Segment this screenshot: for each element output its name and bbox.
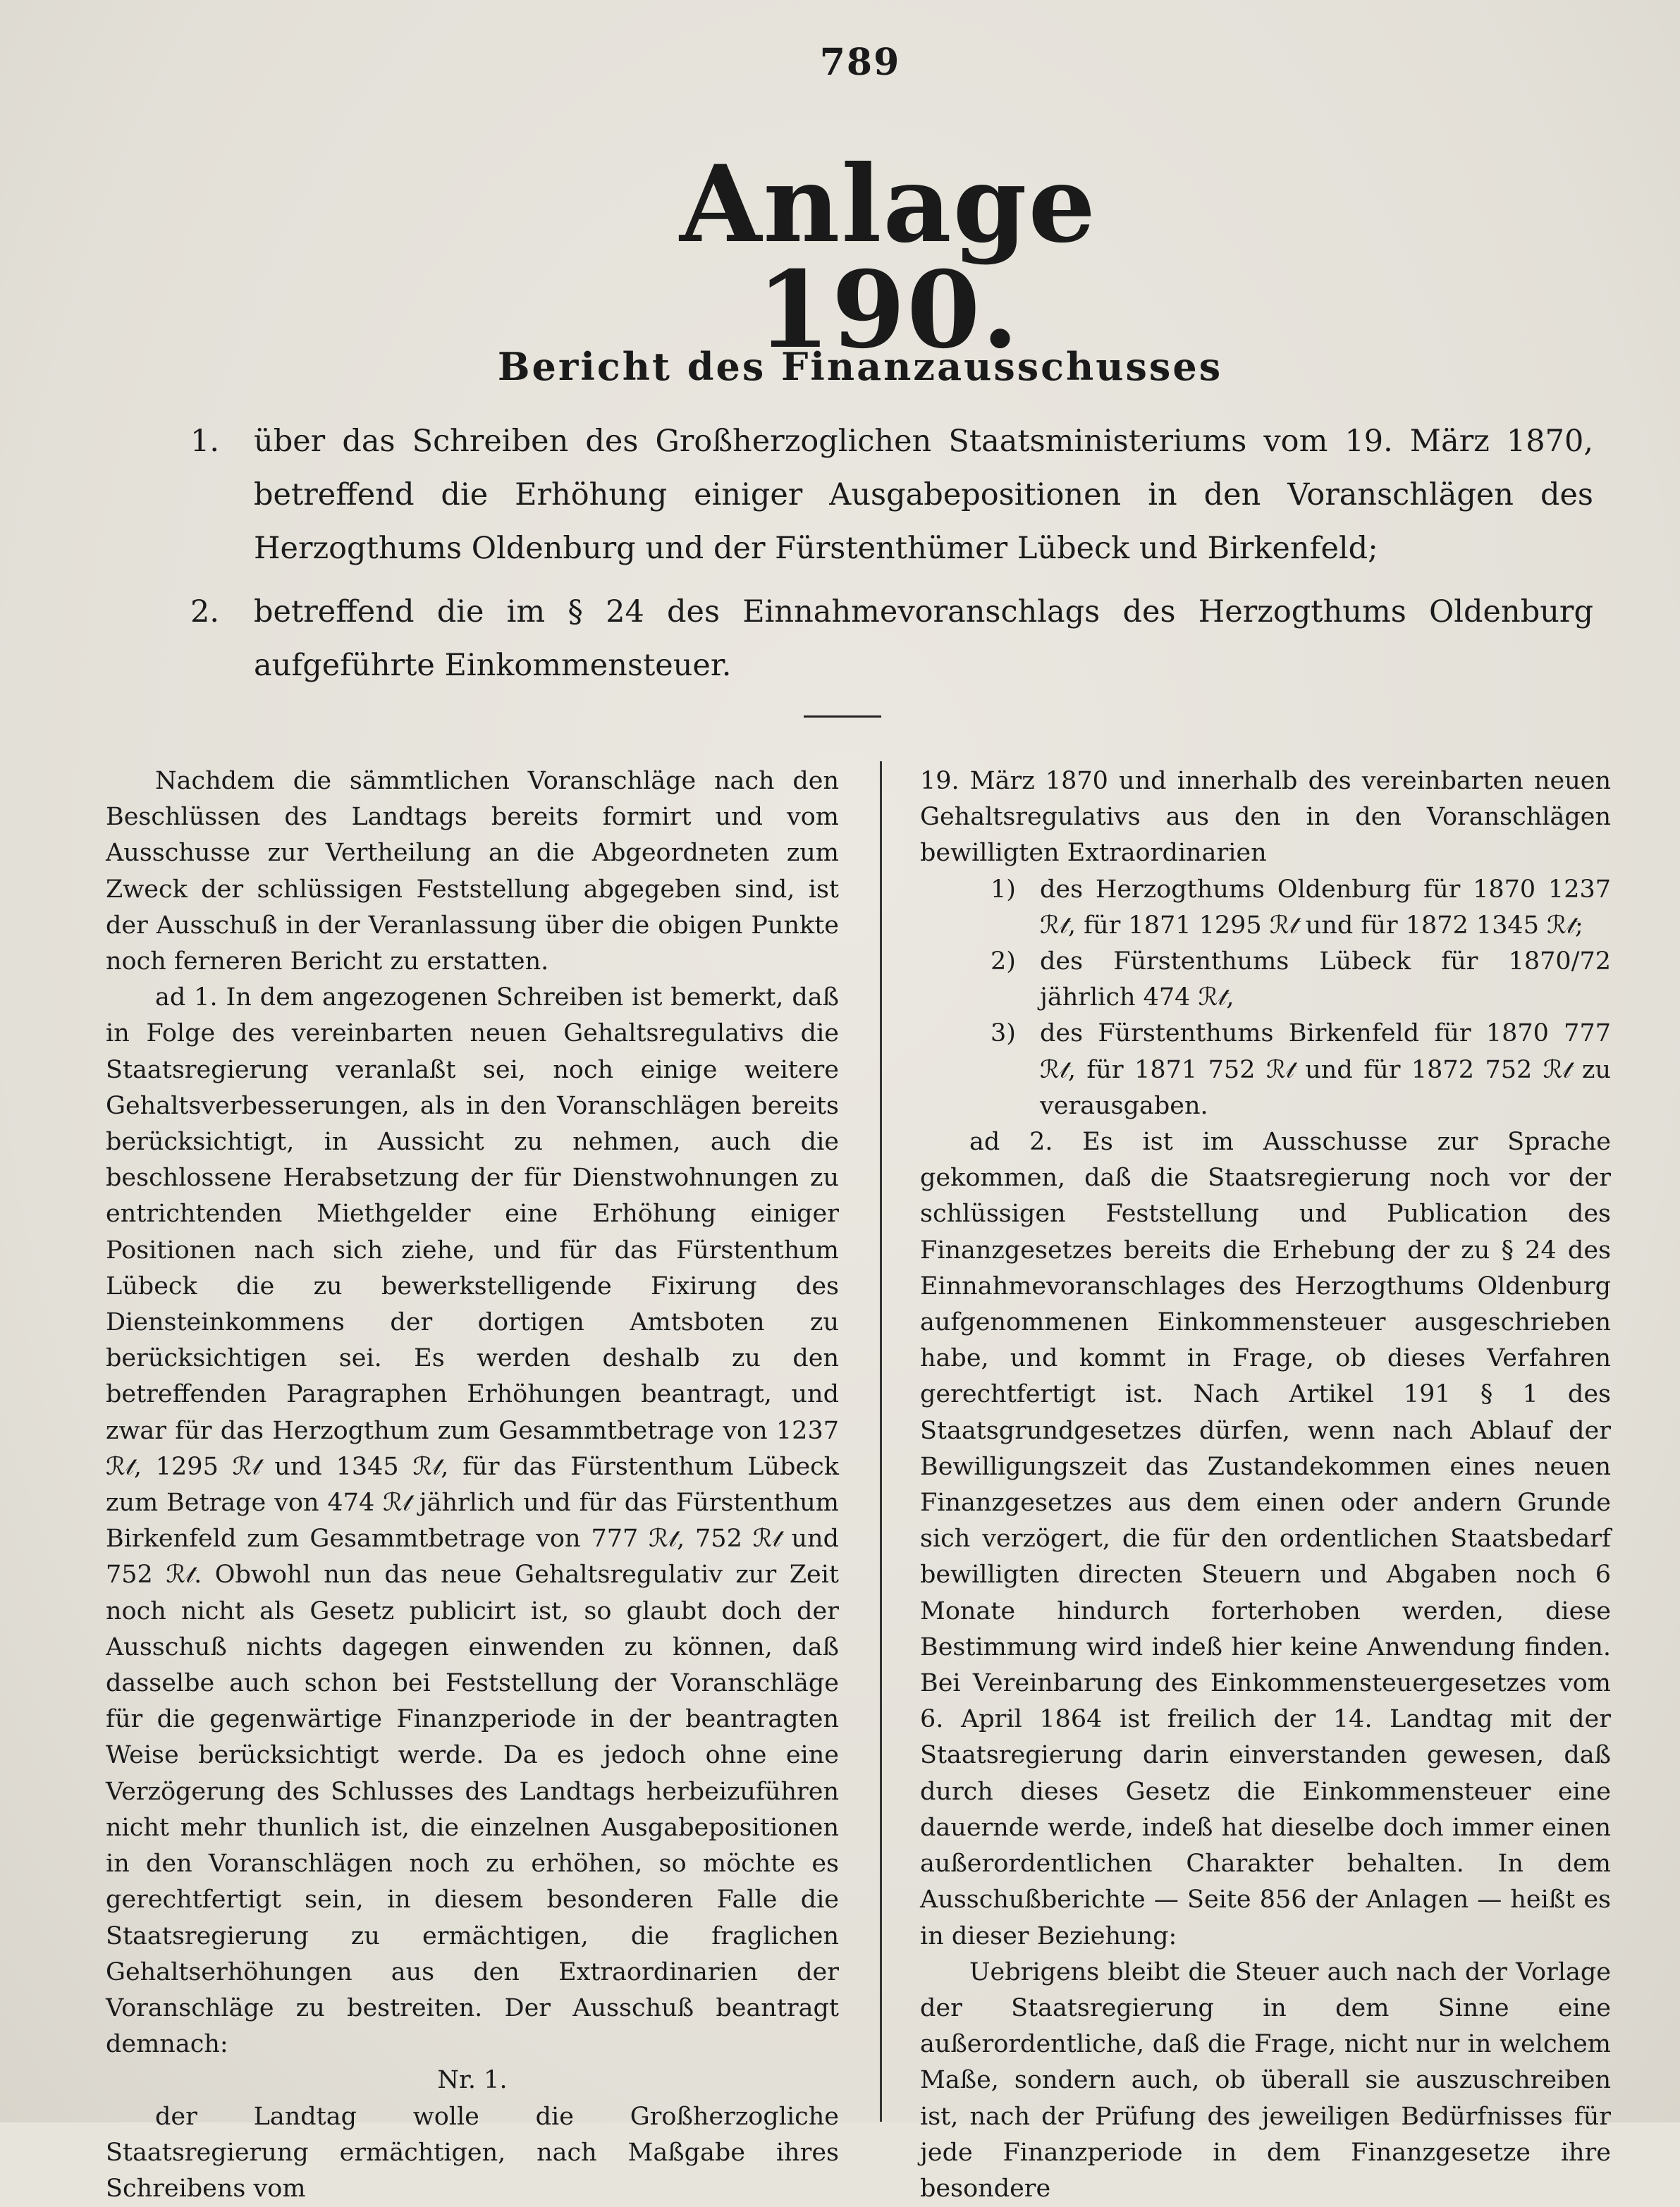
page-number: 789 [819,41,901,84]
column-rule [880,761,882,2122]
list-item [991,872,1611,944]
paragraph-continuation: 19. März 1870 und innerhalb des vereinbarten neuen Gehaltsregulativs aus den in den Voranschlägen bewilligten Extraordinarien [920,767,1611,868]
subject-point-1 [190,414,1593,575]
list-item-number: 2) [991,947,1016,976]
subject-point-2 [190,585,1593,692]
document-title: Anlage 190. [680,142,1097,372]
paragraph-ad-2: ad 2. Es ist im Ausschusse zur Sprache gekommen, daß die Staatsregierung noch vor der schlüssigen Feststellung und Publication des Finanzgesetzes bereits die Erhebung der zu § 24 des Einnahmevoranschlages des Herzogthums Oldenburg aufgenommenen Einkommensteuer ausgeschrieben habe, und kommt in Frage, ob dieses Verfahren gerechtfertigt ist. Nach Artikel 191 § 1 des Staatsgrundgesetzes dürfen, wenn nach Ablauf der Bewilligungszeit das Zustandekommen eines neuen Finanzgesetzes aus dem einen oder andern Grunde sich verzögert, die für den ordentlichen Staatsbedarf bewilligten directen Steuern und Abgaben noch 6 Monate hindurch forterhoben werden, diese Bestimmung wird indeß hier keine Anwendung finden. Bei Vereinbarung des Einkommensteuergesetzes vom 6. April 1864 ist freilich der 14. Landtag mit der Staatsregierung darin einverstanden gewesen, daß durch dieses Gesetz die Einkommensteuer eine dauernde werde, indeß hat dieselbe doch immer einen außerordentlichen Charakter behalten. In dem Ausschußberichte — Seite 856 der Anlagen — heißt es in dieser Beziehung: [920,1128,1611,1950]
list-item-text: des Herzogthums Oldenburg für 1870 1237 ℛ𝓉, für 1871 1295 ℛ𝓉 und für 1872 1345 ℛ𝓉; [1040,875,1611,940]
point-text: über das Schreiben des Großherzoglichen Staatsministeriums vom 19. März 1870, betreffend die Erhöhung einiger Ausgabepositionen in den Voranschlägen des Herzogthums Oldenburg und der Fürstenthümer Lübeck und Birkenfeld; [254,424,1593,566]
list-item-number: 3) [991,1019,1016,1048]
point-number: 1. [190,424,220,459]
right-column [920,763,1611,2207]
list-item-text: des Fürstenthums Birkenfeld für 1870 777 ℛ𝓉, für 1871 752 ℛ𝓉 und für 1872 752 ℛ𝓉 zu verausgaben. [1040,1019,1611,1120]
section-divider [804,715,881,718]
paragraph-intro: Nachdem die sämmtlichen Voranschläge nach den Beschlüssen des Landtags bereits formirt und vom Ausschusse zur Vertheilung an die Abgeordneten zum Zweck der schlüssigen Feststellung abgegeben sind, ist der Ausschuß in der Veranlassung über die obigen Punkte noch ferneren Bericht zu erstatten. [106,767,839,976]
left-column [106,763,839,2207]
list-item [991,1016,1611,1124]
quoted-passage: Uebrigens bleibt die Steuer auch nach der Vorlage der Staatsregierung in dem Sinne eine außerordentliche, daß die Frage, nicht nur in welchem Maße, sondern auch, ob überall sie auszuschreiben ist, nach der Prüfung des jeweiligen Bedürfnisses für jede Finanzperiode in dem Finanzgesetze ihre besondere [920,1957,1611,2203]
list-item-text: des Fürstenthums Lübeck für 1870/72 jährlich 474 ℛ𝓉, [1040,947,1611,1012]
list-item [991,944,1611,1016]
list-item-number: 1) [991,875,1016,904]
document-subtitle: Bericht des Finanzausschusses [497,344,1223,389]
point-number: 2. [190,594,220,629]
motion-heading: Nr. 1. [437,2066,508,2095]
paragraph-ad-1: ad 1. In dem angezogenen Schreiben ist bemerkt, daß in Folge des vereinbarten neuen Gehaltsregulativs die Staatsregierung veranlaßt sei, noch einige weitere Gehaltsverbesserungen, als in den Voranschlägen bereits berücksichtigt, in Aussicht zu nehmen, auch die beschlossene Herabsetzung der für Dienstwohnungen zu entrichtenden Miethgelder eine Erhöhung einiger Positionen nach sich ziehe, und für das Fürstenthum Lübeck die zu bewerkstelligende Fixirung des Diensteinkommens der dortigen Amtsboten zu berücksichtigen sei. Es werden deshalb zu den betreffenden Paragraphen Erhöhungen beantragt, und zwar für das Herzogthum zum Gesammtbetrage von 1237 ℛ𝓉, 1295 ℛ𝓉 und 1345 ℛ𝓉, für das Fürstenthum Lübeck zum Betrage von 474 ℛ𝓉 jährlich und für das Fürstenthum Birkenfeld zum Gesammtbetrage von 777 ℛ𝓉, 752 ℛ𝓉 und 752 ℛ𝓉. Obwohl nun das neue Gehaltsregulativ zur Zeit noch nicht als Gesetz publicirt ist, so glaubt doch der Ausschuß nichts dagegen einwenden zu können, daß dasselbe auch schon bei Feststellung der Voranschläge für die gegenwärtige Finanzperiode in der beantragten Weise berücksichtigt werde. Da es jedoch ohne eine Verzögerung des Schlusses des Landtags herbeizuführen nicht mehr thunlich ist, die einzelnen Ausgabepositionen in den Voranschlägen noch zu erhöhen, so möchte es gerechtfertigt sein, in diesem besonderen Falle die Staatsregierung zu ermächtigen, die fraglichen Gehaltserhöhungen aus den Extraordinarien der Voranschläge zu bestreiten. Der Ausschuß beantragt demnach: [106,983,839,2059]
point-text: betreffend die im § 24 des Einnahmevoranschlags des Herzogthums Oldenburg aufgeführte Einkommensteuer. [254,594,1593,683]
paragraph-motion: der Landtag wolle die Großherzogliche Staatsregierung ermächtigen, nach Maßgabe ihres Schreibens vom [106,2102,839,2203]
